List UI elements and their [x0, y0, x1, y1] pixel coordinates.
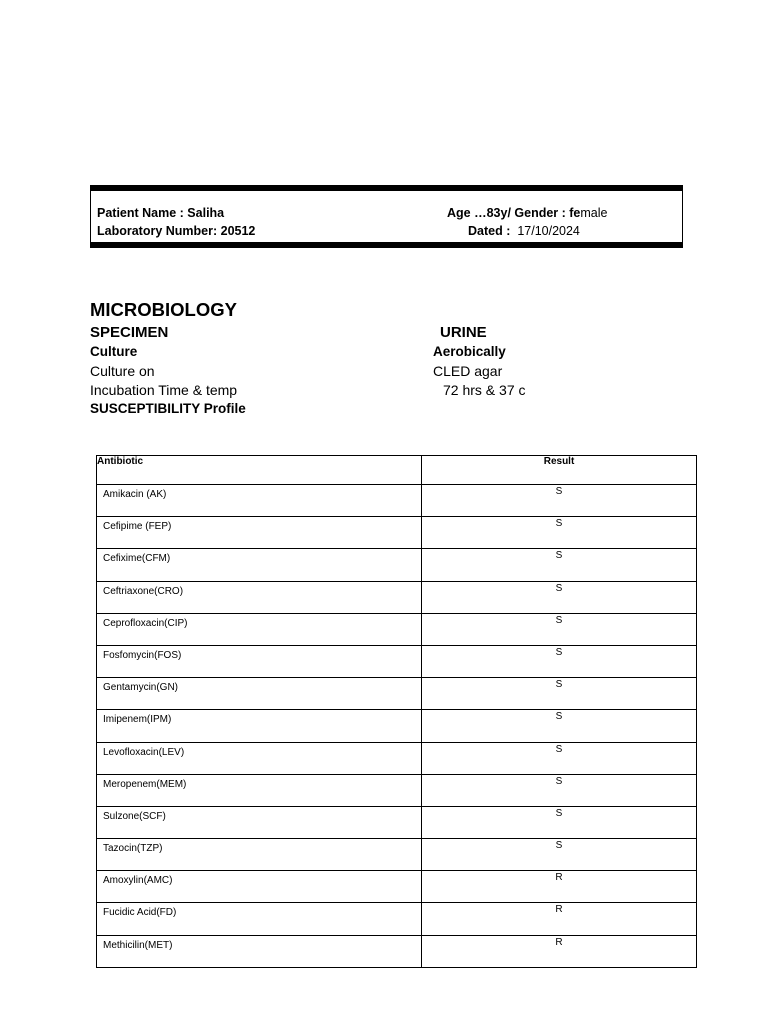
table-body [97, 485, 697, 968]
table-row [97, 549, 697, 581]
table-row [97, 485, 697, 517]
incubation-label: Incubation Time & temp [90, 382, 238, 398]
table-row [97, 903, 697, 935]
antibiotic-name: Cefixime(CFM) [97, 549, 422, 581]
antibiotic-name: Levofloxacin(LEV) [97, 742, 422, 774]
table-row [97, 581, 697, 613]
antibiotic-name: Cefipime (FEP) [97, 517, 422, 549]
table-row [97, 774, 697, 806]
susceptibility-label: SUSCEPTIBILITY Profile [90, 401, 246, 416]
culture-on-label: Culture on [90, 363, 155, 379]
antibiotic-name: Methicilin(MET) [97, 935, 422, 967]
patient-name: Patient Name : Saliha [97, 206, 225, 220]
antibiotic-result: S [422, 742, 697, 774]
antibiotic-result: S [422, 710, 697, 742]
table-row [97, 839, 697, 871]
antibiotic-result: S [422, 645, 697, 677]
table-row [97, 742, 697, 774]
antibiotic-name: Fucidic Acid(FD) [97, 903, 422, 935]
table-row [97, 613, 697, 645]
table-header-row [97, 456, 697, 485]
table-row [97, 710, 697, 742]
susceptibility-table [96, 455, 697, 968]
report-date [468, 224, 580, 238]
dated-value: 17/10/2024 [517, 224, 580, 238]
table-row [97, 806, 697, 838]
antibiotic-result: S [422, 517, 697, 549]
specimen-value: URINE [440, 324, 487, 341]
culture-on-value: CLED agar [433, 363, 503, 379]
specimen-label: SPECIMEN [90, 324, 169, 341]
antibiotic-name: Gentamycin(GN) [97, 678, 422, 710]
antibiotic-result: S [422, 678, 697, 710]
antibiotic-name: Tazocin(TZP) [97, 839, 422, 871]
antibiotic-result: S [422, 485, 697, 517]
antibiotic-result: S [422, 581, 697, 613]
age-gender [447, 206, 607, 220]
incubation-value: 72 hrs & 37 c [443, 382, 526, 398]
antibiotic-name: Ceftriaxone(CRO) [97, 581, 422, 613]
antibiotic-result: S [422, 613, 697, 645]
antibiotic-result: S [422, 806, 697, 838]
table-row [97, 517, 697, 549]
header-antibiotic: Antibiotic [97, 456, 422, 485]
antibiotic-name: Fosfomycin(FOS) [97, 645, 422, 677]
antibiotic-result: R [422, 903, 697, 935]
table-row [97, 645, 697, 677]
antibiotic-result: S [422, 839, 697, 871]
header-result: Result [422, 456, 697, 485]
age-gender-bold: Age …83y/ Gender : fe [447, 206, 581, 220]
dated-label: Dated : [468, 224, 511, 238]
antibiotic-name: Amoxylin(AMC) [97, 871, 422, 903]
section-title: MICROBIOLOGY [90, 299, 237, 320]
antibiotic-name: Imipenem(IPM) [97, 710, 422, 742]
antibiotic-name: Sulzone(SCF) [97, 806, 422, 838]
table-row [97, 871, 697, 903]
antibiotic-result: R [422, 935, 697, 967]
culture-value: Aerobically [433, 344, 506, 359]
antibiotic-result: S [422, 549, 697, 581]
antibiotic-result: R [422, 871, 697, 903]
antibiotic-name: Ceprofloxacin(CIP) [97, 613, 422, 645]
antibiotic-name: Meropenem(MEM) [97, 774, 422, 806]
antibiotic-name: Amikacin (AK) [97, 485, 422, 517]
lab-number: Laboratory Number: 20512 [97, 224, 256, 238]
age-gender-rest: male [580, 206, 608, 220]
table-row [97, 935, 697, 967]
table-row [97, 678, 697, 710]
culture-label: Culture [90, 344, 138, 359]
antibiotic-result: S [422, 774, 697, 806]
